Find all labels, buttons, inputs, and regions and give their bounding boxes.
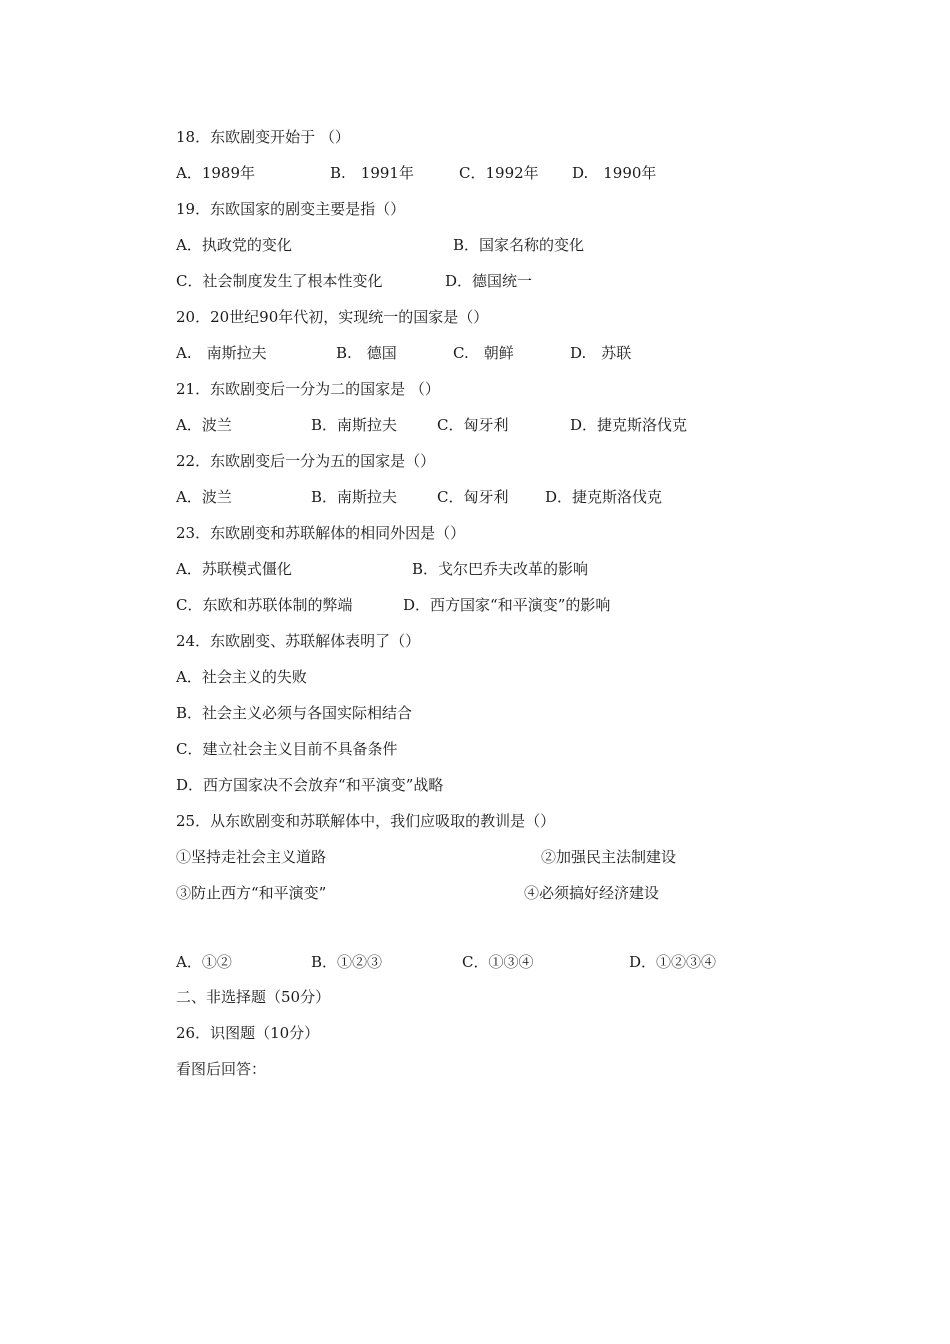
option-d: D. 苏联 [570,344,632,362]
option-a: A. 南斯拉夫 [176,344,267,362]
option-b: B．国家名称的变化 [453,236,585,254]
option-c: C．匈牙利 [437,416,509,434]
statement-4: ④必须搞好经济建设 [524,884,660,902]
option-c: C．匈牙利 [437,488,509,506]
question-stem-text: 22．东欧剧变后一分为五的国家是（） [176,452,436,470]
question-stem-text: 23．东欧剧变和苏联解体的相同外因是（） [176,524,466,542]
option-b: B．戈尔巴乔夫改革的影响 [412,560,589,578]
option-d: D．①②③④ [629,953,717,971]
statement-1: ①坚持走社会主义道路 [176,848,327,866]
option-d: D．捷克斯洛伐克 [570,416,688,434]
option-b: B. 德国 [336,344,397,362]
option-c: C．东欧和苏联体制的弊端 [176,596,353,614]
question-stem-text: 19．东欧国家的剧变主要是指（） [176,200,406,218]
option-b: B. 1991年 [330,164,414,182]
option-a: A．波兰 [176,416,232,434]
statement-3: ③防止西方“和平演变” [176,884,327,902]
option-b: B．南斯拉夫 [311,488,398,506]
option-b: B．南斯拉夫 [311,416,398,434]
option-c: C．①③④ [462,953,534,971]
question-stem-text: 21．东欧剧变后一分为二的国家是 （） [176,380,440,398]
option-b: B．社会主义必须与各国实际相结合 [176,704,413,722]
statement-2: ②加强民主法制建设 [541,848,677,866]
option-a: A．执政党的变化 [176,236,292,254]
question-26-title-text: 26．识图题（10分） [176,1024,320,1042]
option-c: C．1992年 [459,164,539,182]
option-d: D．西方国家“和平演变”的影响 [403,596,611,614]
option-c: C．社会制度发生了根本性变化 [176,272,383,290]
option-a: A．波兰 [176,488,232,506]
option-d: D. 1990年 [572,164,657,182]
question-stem-text: 25．从东欧剧变和苏联解体中，我们应吸取的教训是（） [176,812,556,830]
question-stem-text: 18．东欧剧变开始于 （） [176,128,350,146]
option-a: A．苏联模式僵化 [176,560,292,578]
option-c: C. 朝鲜 [453,344,514,362]
option-d: D．德国统一 [445,272,533,290]
option-d: D．捷克斯洛伐克 [545,488,663,506]
option-c: C．建立社会主义目前不具备条件 [176,740,398,758]
option-b: B．①②③ [311,953,383,971]
section-heading-text: 二、非选择题（50分） [176,988,331,1006]
option-d: D．西方国家决不会放弃“和平演变”战略 [176,776,444,794]
question-stem-text: 20．20世纪90年代初，实现统一的国家是（） [176,308,489,326]
option-a: A．①② [176,953,232,971]
option-a: A．1989年 [176,164,256,182]
question-stem-text: 24．东欧剧变、苏联解体表明了（） [176,632,421,650]
option-a: A．社会主义的失败 [176,668,307,686]
question-26-prompt-text: 看图后回答： [176,1060,267,1078]
